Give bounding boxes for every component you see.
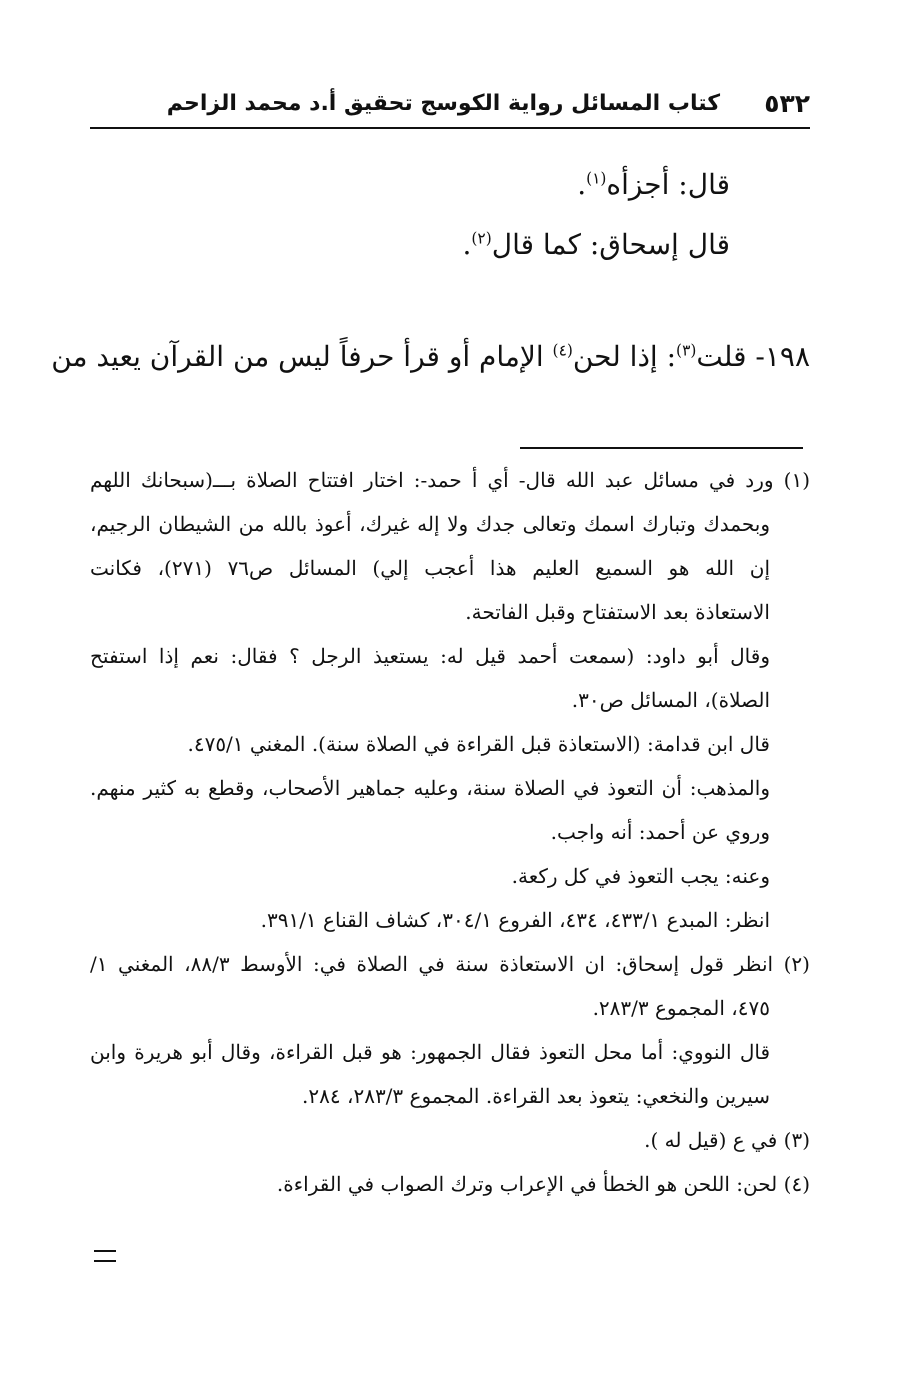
footnote-line: وروي عن أحمد: أنه واجب. bbox=[550, 820, 770, 844]
footnote-line: انظر: المبدع ٤٣٣/١، ٤٣٤، الفروع ٣٠٤/١، كشاف القناع ٣٩١/١. bbox=[260, 908, 770, 932]
footnote-line: وعنه: يجب التعوذ في كل ركعة. bbox=[511, 864, 770, 888]
footnote-ref-3: (٣) bbox=[676, 341, 697, 360]
header-rule bbox=[90, 127, 810, 129]
footnote-line: (٤) لحن: اللحن هو الخطأ في الإعراب وترك الصواب في القراءة. bbox=[276, 1172, 810, 1196]
page-header bbox=[90, 84, 810, 124]
footnote-line: الاستعاذة بعد الاستفتاح وقبل الفاتحة. bbox=[465, 600, 770, 624]
footnote-ref-4: (٤) bbox=[552, 341, 573, 360]
main-line-2-text: قال إسحاق: كما قال bbox=[491, 228, 730, 261]
main-line-1-text: قال: أجزأه bbox=[606, 168, 730, 201]
footnote-line: سيرين والنخعي: يتعوذ بعد القراءة. المجموع ٢٨٣/٣، ٢٨٤. bbox=[302, 1084, 770, 1108]
main-line-3-part-3: الإمام أو قرأ حرفاً ليس من القرآن يعيد من bbox=[51, 340, 553, 373]
main-line-3 bbox=[51, 332, 810, 382]
footnote-separator bbox=[520, 447, 803, 449]
continuation-mark bbox=[94, 1250, 116, 1262]
footnote-line: وقال أبو داود: (سمعت أحمد قيل له: يستعيذ الرجل ؟ فقال: نعم إذا استفتح bbox=[90, 644, 770, 668]
footnote-line: الصلاة)، المسائل ص٣٠. bbox=[571, 688, 770, 712]
footnote-line: وبحمدك وتبارك اسمك وتعالى جدك ولا إله غيرك، أعوذ بالله من الشيطان الرجيم، bbox=[90, 512, 770, 536]
running-title: كتاب المسائل رواية الكوسج تحقيق أ.د محمد الزاحم bbox=[166, 91, 720, 116]
footnote-line: (١) ورد في مسائل عبد الله قال- أي أ حمد-: اختار افتتاح الصلاة بـــ(سبحانك اللهم bbox=[90, 468, 810, 492]
main-line-2 bbox=[463, 220, 731, 270]
footnote-line: ٤٧٥، المجموع ٢٨٣/٣. bbox=[592, 996, 770, 1020]
main-line-1-end: . bbox=[577, 168, 587, 201]
main-line-3-part-1: ١٩٨- قلت bbox=[696, 340, 810, 373]
footnote-ref-2: (٢) bbox=[471, 229, 492, 248]
main-line-1 bbox=[577, 160, 730, 210]
footnote-line: (٢) انظر قول إسحاق: ان الاستعاذة سنة في الصلاة في: الأوسط ٨٨/٣، المغني ١/ bbox=[90, 952, 810, 976]
footnote-line: قال النووي: أما محل التعوذ فقال الجمهور: هو قبل القراءة، وقال أبو هريرة وابن bbox=[90, 1040, 770, 1064]
footnote-line: والمذهب: أن التعوذ في الصلاة سنة، وعليه جماهير الأصحاب، وقطع به كثير منهم. bbox=[90, 776, 770, 800]
main-line-3-part-2: : إذا لحن bbox=[572, 340, 677, 373]
footnote-line: قال ابن قدامة: (الاستعاذة قبل القراءة في الصلاة سنة). المغني ٤٧٥/١. bbox=[187, 732, 770, 756]
footnote-ref-1: (١) bbox=[586, 169, 607, 188]
page-number: ٥٣٢ bbox=[764, 89, 810, 118]
footnote-line: إن الله هو السميع العليم هذا أعجب إلي) المسائل ص٧٦ (٢٧١)، فكانت bbox=[90, 556, 770, 580]
footnote-line: (٣) في ع (قيل له ). bbox=[644, 1128, 810, 1152]
main-line-2-end: . bbox=[462, 228, 472, 261]
